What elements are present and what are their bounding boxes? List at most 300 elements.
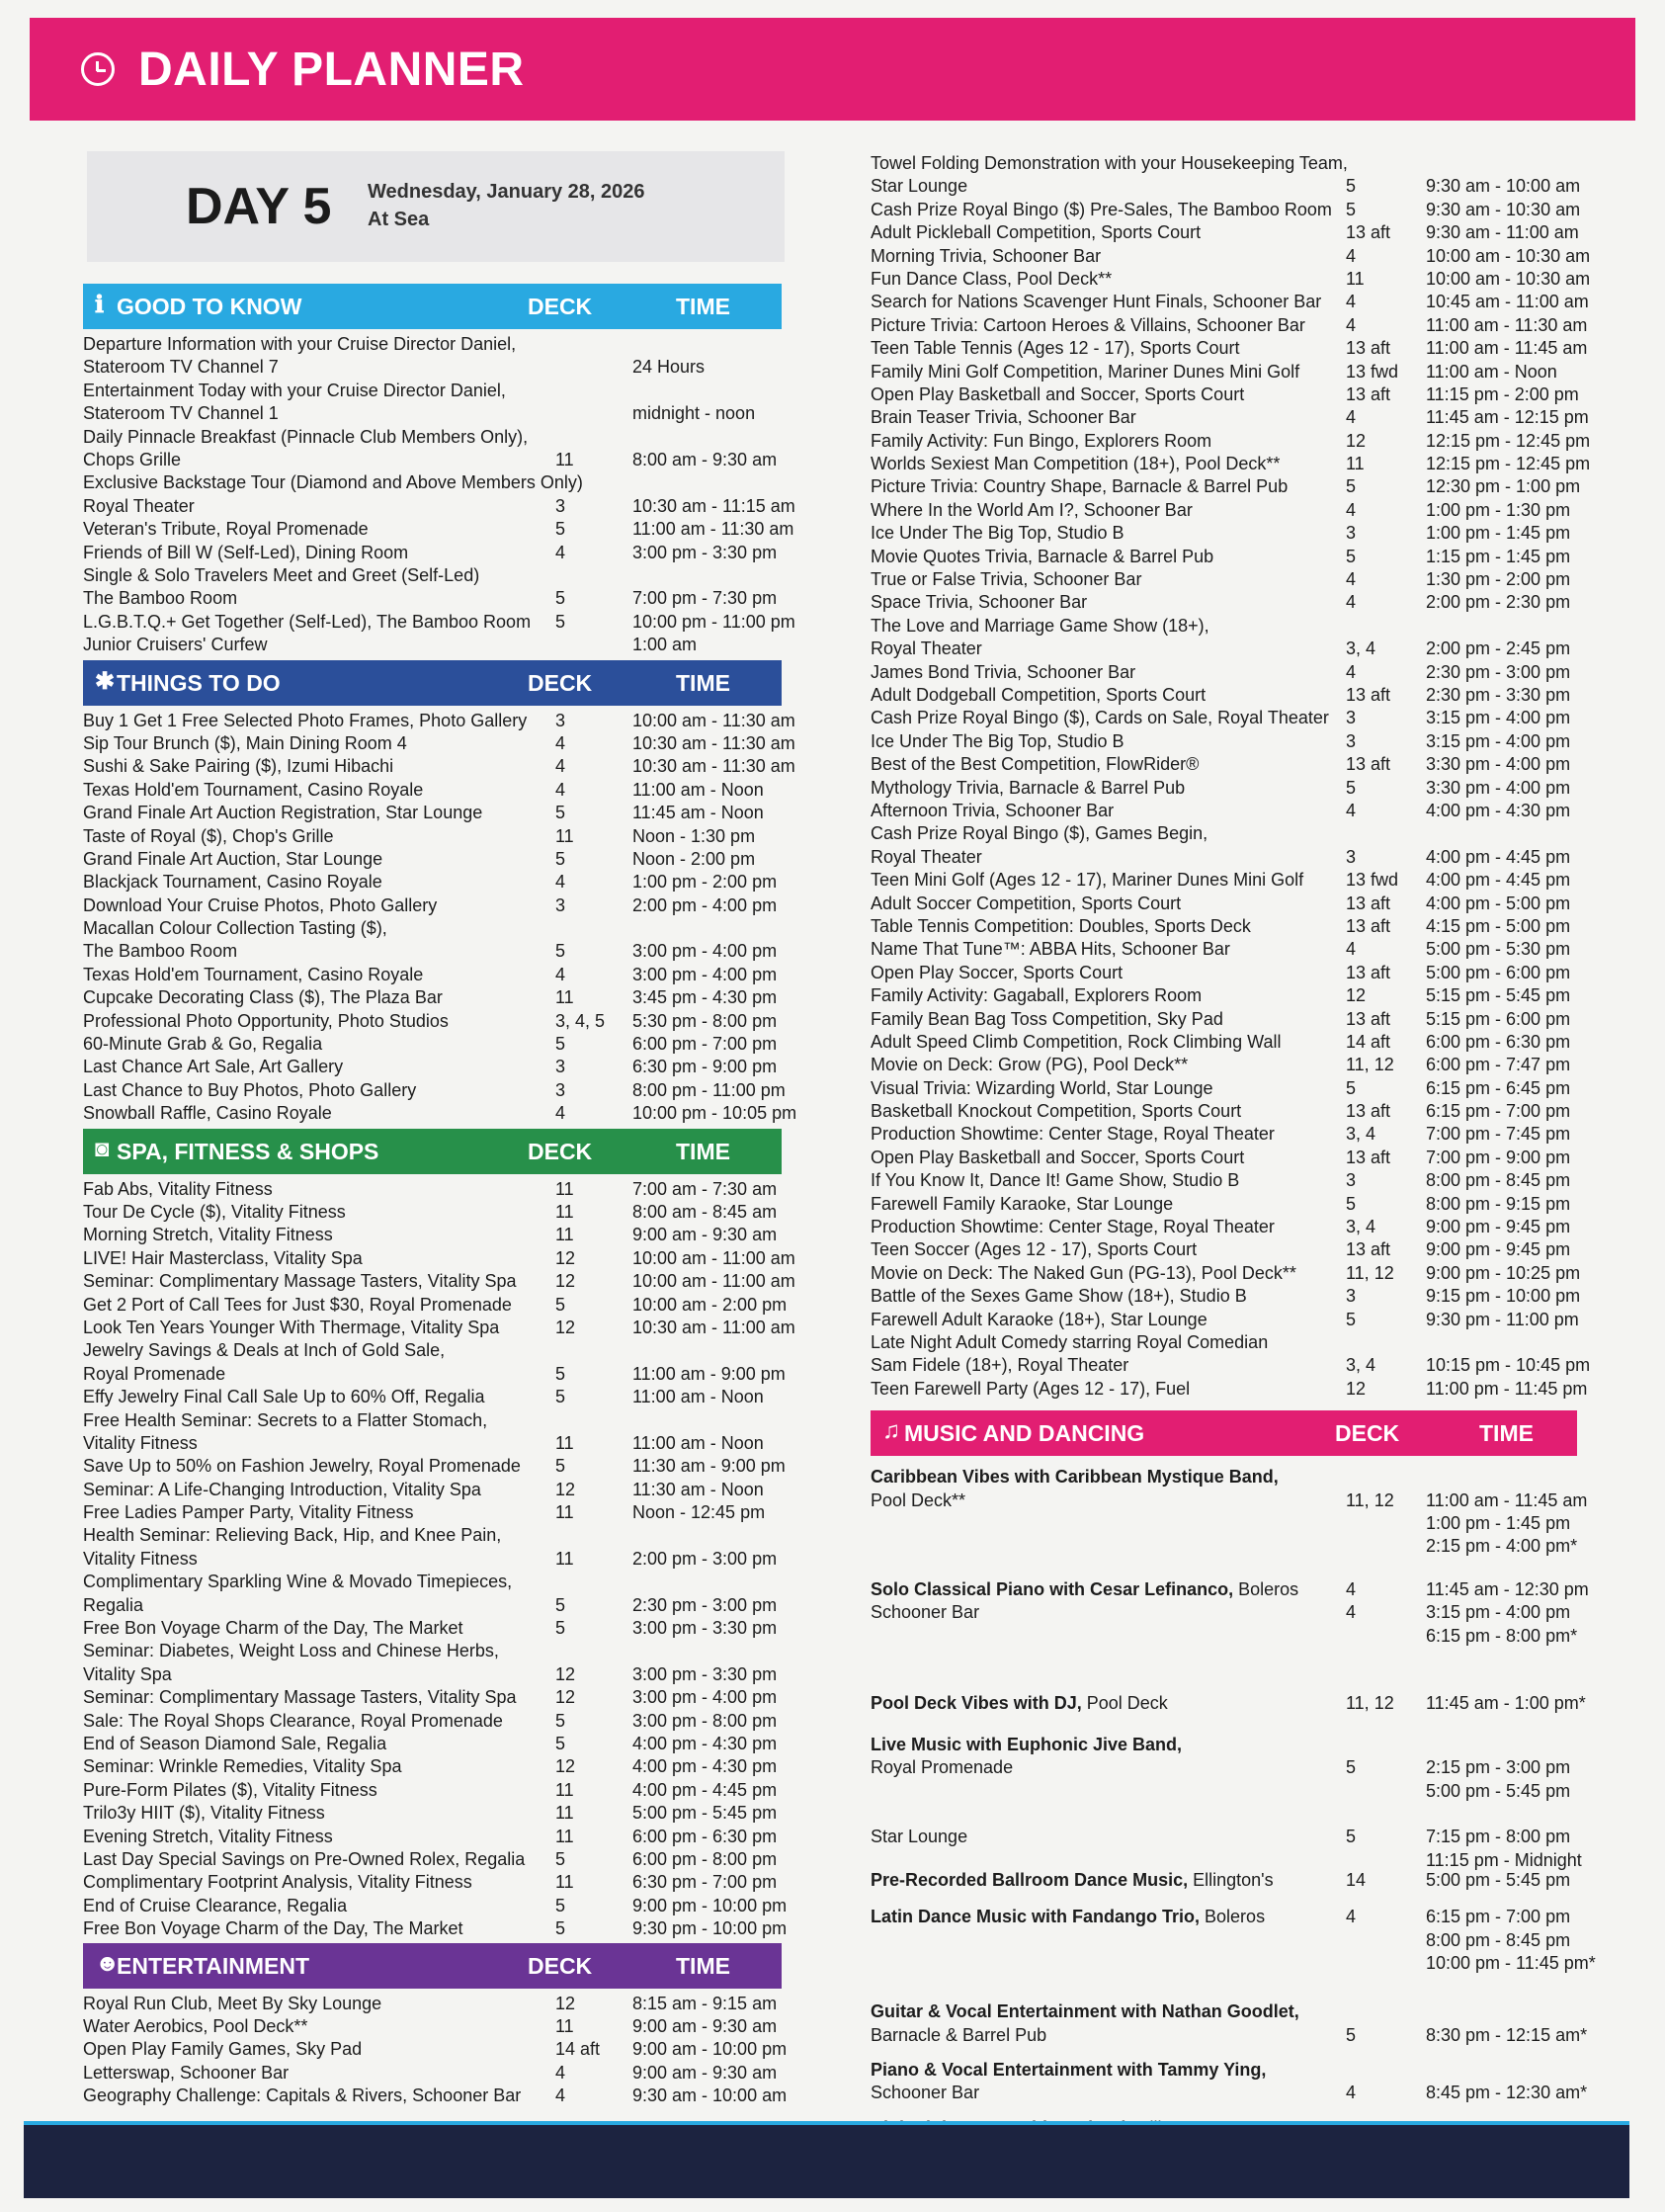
event-time: 7:00 am - 7:30 am xyxy=(632,1178,778,1199)
event-deck: 3 xyxy=(555,495,566,516)
schedule-row xyxy=(83,1010,785,1033)
section-title: MUSIC AND DANCING xyxy=(904,1420,1145,1447)
event-name: Ice Under The Big Top, Studio B xyxy=(871,730,1124,751)
event-deck: 4 xyxy=(1346,245,1357,266)
event-deck: 11 xyxy=(555,825,574,846)
schedule-row xyxy=(871,1147,1582,1169)
header-bar xyxy=(30,18,1635,121)
event-deck: 12 xyxy=(1346,430,1367,451)
schedule-row xyxy=(83,1917,788,1940)
section-header-music xyxy=(871,1410,1577,1456)
event-name: Complimentary Sparkling Wine & Movado Timepieces, xyxy=(83,1572,513,1592)
music-entry xyxy=(871,1906,1596,1975)
schedule-row xyxy=(83,1710,785,1733)
schedule-row xyxy=(83,1224,785,1246)
event-deck: 3 xyxy=(1346,730,1357,751)
event-name: Free Health Seminar: Secrets to a Flatter Stomach, xyxy=(83,1409,488,1430)
event-deck: 11 xyxy=(555,1432,574,1453)
schedule-row xyxy=(83,1479,785,1501)
time-column-header: TIME xyxy=(676,1952,730,1979)
schedule-row xyxy=(871,453,1591,475)
schedule-row xyxy=(871,753,1582,776)
schedule-row xyxy=(83,732,795,755)
event-time: 10:00 am - 11:00 am xyxy=(632,1247,795,1268)
event-name: Adult Soccer Competition, Sports Court xyxy=(871,893,1182,913)
event-deck: 13 fwd xyxy=(1346,361,1399,382)
event-deck: 5 xyxy=(555,1618,566,1639)
schedule-row xyxy=(871,938,1582,961)
event-time: 9:30 pm - 10:00 pm xyxy=(632,1918,788,1939)
schedule-row xyxy=(871,475,1582,498)
event-name: Seminar: A Life-Changing Introduction, Vitality Spa xyxy=(83,1479,481,1499)
time-column-header: TIME xyxy=(676,669,730,696)
schedule-row xyxy=(871,430,1591,453)
schedule-row xyxy=(83,1270,795,1293)
music-performer: Latin Dance Music with Fandango Trio, xyxy=(871,1907,1201,1927)
spa-icon: ◙ xyxy=(95,1135,110,1162)
event-name: Sale: The Royal Shops Clearance, Royal Promenade xyxy=(83,1710,503,1731)
event-deck: 12 xyxy=(1346,985,1367,1006)
event-location: Stateroom TV Channel 7 xyxy=(83,357,279,378)
event-name: Fab Abs, Vitality Fitness xyxy=(83,1178,273,1199)
event-name: Space Trivia, Schooner Bar xyxy=(871,592,1088,613)
event-name: Movie Quotes Trivia, Barnacle & Barrel Pub xyxy=(871,546,1214,566)
schedule-row xyxy=(871,291,1589,313)
schedule-row xyxy=(871,730,1582,753)
event-time: 6:00 pm - 7:47 pm xyxy=(1426,1055,1571,1075)
event-name: Last Day Special Savings on Pre-Owned Rolex, Regalia xyxy=(83,1849,526,1869)
event-time: 9:30 pm - 11:00 pm xyxy=(1426,1309,1579,1329)
event-name: Health Seminar: Relieving Back, Hip, and Knee Pain, xyxy=(83,1525,502,1546)
event-name: Morning Trivia, Schooner Bar xyxy=(871,245,1102,266)
schedule-row xyxy=(83,333,785,380)
event-location: Royal Theater xyxy=(871,638,982,659)
event-deck: 4 xyxy=(1346,569,1357,590)
event-name: Production Showtime: Center Stage, Royal Theater xyxy=(871,1217,1275,1237)
event-deck: 5 xyxy=(555,611,566,632)
event-time: 11:45 am - Noon xyxy=(632,803,764,823)
mask-icon: ☻ xyxy=(95,1949,121,1977)
event-time: 1:30 pm - 2:00 pm xyxy=(1426,569,1571,590)
event-deck: 13 aft xyxy=(1346,685,1391,706)
schedule-row xyxy=(83,2084,788,2107)
event-time: 9:15 pm - 10:00 pm xyxy=(1426,1286,1581,1307)
event-name: Towel Folding Demonstration with your Housekeeping Team, xyxy=(871,153,1348,173)
event-deck: 4 xyxy=(1346,407,1357,428)
event-name: Grand Finale Art Auction, Star Lounge xyxy=(83,848,383,869)
schedule-row xyxy=(83,1848,785,1871)
deck-column-header: DECK xyxy=(528,294,593,319)
event-deck: 12 xyxy=(555,1479,576,1499)
event-time: Noon - 2:00 pm xyxy=(632,848,756,869)
event-deck: 4 xyxy=(555,2062,566,2083)
music-venue-line: Pool Deck** xyxy=(871,1489,966,1510)
event-name: Complimentary Footprint Analysis, Vitality Fitness xyxy=(83,1872,472,1893)
event-deck: 5 xyxy=(555,1594,566,1615)
event-deck: 12 xyxy=(555,1663,576,1684)
section-header-spa xyxy=(83,1129,782,1174)
schedule-row xyxy=(83,894,785,917)
event-deck: 3, 4 xyxy=(1346,1355,1376,1376)
event-deck: 4 xyxy=(1346,314,1357,335)
event-deck: 5 xyxy=(555,1918,566,1939)
event-deck: 5 xyxy=(1346,1077,1357,1098)
music-time: 5:00 pm - 5:45 pm xyxy=(1426,1780,1571,1801)
event-time: 6:15 pm - 7:00 pm xyxy=(1426,1101,1571,1122)
event-name: Picture Trivia: Cartoon Heroes & Villains, Schooner Bar xyxy=(871,314,1305,335)
event-name: Family Bean Bag Toss Competition, Sky Pad xyxy=(871,1008,1223,1029)
footer-bar xyxy=(24,2121,1629,2198)
event-time: 6:30 pm - 9:00 pm xyxy=(632,1057,778,1077)
section-rows-music xyxy=(871,1456,1596,2140)
event-deck: 4 xyxy=(555,2085,566,2106)
event-deck: 5 xyxy=(1346,777,1357,798)
schedule-row xyxy=(871,245,1591,268)
event-time: 11:00 am - 11:30 am xyxy=(1426,314,1588,335)
schedule-row xyxy=(83,710,795,732)
event-name: Teen Table Tennis (Ages 12 - 17), Sports Court xyxy=(871,338,1240,359)
event-deck: 12 xyxy=(555,1687,576,1708)
event-time: 8:00 pm - 9:15 pm xyxy=(1426,1193,1571,1214)
event-name: Seminar: Diabetes, Weight Loss and Chinese Herbs, xyxy=(83,1641,499,1661)
event-name: James Bond Trivia, Schooner Bar xyxy=(871,661,1136,682)
event-name: Name That Tune™: ABBA Hits, Schooner Bar xyxy=(871,939,1230,960)
event-time: 9:30 am - 11:00 am xyxy=(1426,222,1579,243)
schedule-row xyxy=(83,986,785,1009)
schedule-row xyxy=(83,917,785,964)
event-time: 4:00 pm - 4:30 pm xyxy=(632,1756,778,1777)
event-deck: 5 xyxy=(1346,176,1357,197)
event-time: 2:00 pm - 4:00 pm xyxy=(632,894,778,915)
section-rows-things-to-do xyxy=(83,706,797,1126)
music-performer: Solo Classical Piano with Cesar Lefinanco, xyxy=(871,1578,1234,1599)
event-deck: 12 xyxy=(1346,1378,1367,1399)
event-name: Teen Farewell Party (Ages 12 - 17), Fuel xyxy=(871,1378,1191,1399)
event-time: midnight - noon xyxy=(632,403,756,424)
schedule-row xyxy=(83,1339,785,1386)
event-deck: 5 xyxy=(1346,1193,1357,1214)
event-time: 3:00 pm - 3:30 pm xyxy=(632,1663,778,1684)
event-name: Taste of Royal ($), Chop's Grille xyxy=(83,825,334,846)
event-name: Movie on Deck: The Naked Gun (PG-13), Pool Deck** xyxy=(871,1262,1296,1283)
schedule-row xyxy=(83,1317,795,1339)
event-name: Cash Prize Royal Bingo ($), Cards on Sale, Royal Theater xyxy=(871,708,1329,728)
schedule-row xyxy=(871,1238,1582,1261)
event-time: 8:00 pm - 11:00 pm xyxy=(632,1079,786,1100)
event-deck: 5 xyxy=(555,941,566,962)
event-name: L.G.B.T.Q.+ Get Together (Self-Led), The Bamboo Room xyxy=(83,611,532,632)
deck-column-header: DECK xyxy=(528,1952,593,1979)
event-deck: 5 xyxy=(555,588,566,609)
event-time: 9:00 pm - 10:25 pm xyxy=(1426,1262,1581,1283)
event-time: 8:15 am - 9:15 am xyxy=(632,1993,778,2013)
schedule-row xyxy=(83,611,795,634)
schedule-row xyxy=(871,1331,1591,1378)
event-deck: 13 aft xyxy=(1346,754,1391,775)
music-entry xyxy=(871,1466,1588,1559)
event-deck: 13 aft xyxy=(1346,1101,1391,1122)
event-time: 11:00 am - 11:45 am xyxy=(1426,338,1588,359)
schedule-row xyxy=(871,777,1582,800)
event-name: Cash Prize Royal Bingo ($) Pre-Sales, The Bamboo Room xyxy=(871,199,1332,219)
music-time: 7:15 pm - 8:00 pm xyxy=(1426,1827,1571,1847)
event-time: 5:00 pm - 6:00 pm xyxy=(1426,962,1571,982)
event-time: 10:00 pm - 11:00 pm xyxy=(632,611,795,632)
event-name: Macallan Colour Collection Tasting ($), xyxy=(83,918,387,939)
schedule-row xyxy=(871,1262,1582,1285)
event-name: Where In the World Am I?, Schooner Bar xyxy=(871,499,1193,520)
music-deck: 14 xyxy=(1346,1869,1367,1890)
event-location: Chops Grille xyxy=(83,449,182,469)
event-time: 11:30 am - 9:00 pm xyxy=(632,1456,786,1477)
schedule-row xyxy=(83,848,785,871)
event-deck: 3 xyxy=(555,1079,566,1100)
event-name: Save Up to 50% on Fashion Jewelry, Royal Promenade xyxy=(83,1456,521,1477)
event-name: Download Your Cruise Photos, Photo Gallery xyxy=(83,894,438,915)
event-name: Farewell Adult Karaoke (18+), Star Lounge xyxy=(871,1309,1207,1329)
event-time: 2:30 pm - 3:30 pm xyxy=(1426,685,1571,706)
schedule-row xyxy=(871,1054,1582,1076)
schedule-row xyxy=(83,1409,785,1456)
event-deck: 3 xyxy=(1346,846,1357,867)
music-time: 5:00 pm - 5:45 pm xyxy=(1426,1869,1571,1890)
event-time: 9:00 pm - 10:00 pm xyxy=(632,1895,788,1915)
music-title xyxy=(871,2059,1266,2082)
schedule-row xyxy=(83,1056,785,1078)
schedule-row xyxy=(871,1008,1582,1031)
schedule-row xyxy=(83,1571,785,1617)
music-venue-line: Barnacle & Barrel Pub xyxy=(871,2024,1047,2045)
event-time: Noon - 12:45 pm xyxy=(632,1502,766,1523)
event-time: 9:00 am - 9:30 am xyxy=(632,2015,778,2036)
event-deck: 11 xyxy=(555,1225,574,1245)
music-venue: Boleros xyxy=(1233,1578,1299,1599)
event-time: 11:00 am - 9:00 pm xyxy=(632,1363,786,1384)
music-time: 11:15 pm - Midnight xyxy=(1426,1849,1582,1870)
music-performer: Guitar & Vocal Entertainment with Nathan Goodlet, xyxy=(871,2001,1299,2022)
schedule-row xyxy=(83,1247,795,1270)
event-time: 4:15 pm - 5:00 pm xyxy=(1426,915,1571,936)
event-time: 10:30 am - 11:30 am xyxy=(632,756,795,777)
music-time: 11:45 am - 12:30 pm xyxy=(1426,1578,1589,1599)
event-deck: 5 xyxy=(555,1294,566,1315)
event-time: 5:00 pm - 5:30 pm xyxy=(1426,939,1571,960)
music-deck: 11, 12 xyxy=(1346,1489,1394,1510)
event-name: Picture Trivia: Country Shape, Barnacle & Barrel Pub xyxy=(871,476,1289,497)
schedule-row xyxy=(83,1079,785,1102)
schedule-row xyxy=(871,591,1582,614)
event-name: Entertainment Today with your Cruise Director Daniel, xyxy=(83,380,506,400)
event-name: Cupcake Decorating Class ($), The Plaza Bar xyxy=(83,987,443,1008)
schedule-row xyxy=(871,800,1582,822)
event-name: Free Ladies Pamper Party, Vitality Fitness xyxy=(83,1502,414,1523)
event-time: 3:00 pm - 4:00 pm xyxy=(632,1687,778,1708)
schedule-row xyxy=(83,1201,785,1224)
schedule-row xyxy=(83,802,785,824)
event-deck: 5 xyxy=(555,1456,566,1477)
schedule-row xyxy=(871,1193,1582,1216)
schedule-row xyxy=(871,199,1582,221)
event-name: Family Activity: Gagaball, Explorers Room xyxy=(871,985,1203,1006)
event-name: True or False Trivia, Schooner Bar xyxy=(871,569,1142,590)
event-deck: 3 xyxy=(555,1057,566,1077)
event-deck: 5 xyxy=(555,1849,566,1869)
event-time: 11:00 pm - 11:45 pm xyxy=(1426,1378,1588,1399)
event-deck: 11, 12 xyxy=(1346,1262,1394,1283)
event-time: 9:00 pm - 9:45 pm xyxy=(1426,1239,1571,1260)
music-time: 1:00 pm - 1:45 pm xyxy=(1426,1512,1571,1533)
music-entry xyxy=(871,2059,1588,2105)
event-name: Buy 1 Get 1 Free Selected Photo Frames, Photo Gallery xyxy=(83,710,528,730)
schedule-row xyxy=(871,314,1588,337)
event-deck: 3, 4, 5 xyxy=(555,1010,606,1031)
event-time: 4:00 pm - 4:45 pm xyxy=(1426,846,1571,867)
event-name: Look Ten Years Younger With Thermage, Vitality Spa xyxy=(83,1317,500,1337)
event-location: Vitality Spa xyxy=(83,1663,172,1684)
schedule-row xyxy=(83,634,785,656)
event-time: 11:45 am - 12:15 pm xyxy=(1426,407,1589,428)
schedule-row xyxy=(83,2062,785,2084)
event-name: Seminar: Complimentary Massage Tasters, Vitality Spa xyxy=(83,1271,517,1292)
event-time: 3:30 pm - 4:00 pm xyxy=(1426,777,1571,798)
event-location: Royal Theater xyxy=(83,495,195,516)
schedule-row xyxy=(83,1524,785,1571)
event-deck: 13 aft xyxy=(1346,1147,1391,1167)
music-venue: Star Lounge xyxy=(871,1827,968,1847)
event-name: Open Play Family Games, Sky Pad xyxy=(83,2039,363,2060)
day-date: Wednesday, January 28, 2026 xyxy=(368,181,645,203)
day-location: At Sea xyxy=(368,209,430,230)
event-deck: 11, 12 xyxy=(1346,1055,1394,1075)
event-time: 1:00 pm - 1:30 pm xyxy=(1426,499,1571,520)
event-deck: 11 xyxy=(1346,268,1365,289)
event-deck: 4 xyxy=(555,732,566,753)
event-deck: 3 xyxy=(1346,1286,1357,1307)
music-title xyxy=(871,1734,1182,1756)
event-time: 4:00 pm - 4:45 pm xyxy=(632,1779,778,1800)
event-deck: 11 xyxy=(555,1779,574,1800)
event-name: Open Play Basketball and Soccer, Sports Court xyxy=(871,1147,1245,1167)
music-time: 6:15 pm - 7:00 pm xyxy=(1426,1907,1571,1927)
event-deck: 11 xyxy=(555,1548,574,1569)
event-time: 6:00 pm - 6:30 pm xyxy=(1426,1031,1571,1052)
event-deck: 5 xyxy=(555,803,566,823)
event-deck: 12 xyxy=(555,1271,576,1292)
time-column-header: TIME xyxy=(676,294,730,319)
activity-icon: ✱ xyxy=(95,667,116,695)
event-deck: 11 xyxy=(555,1502,574,1523)
schedule-row xyxy=(871,1077,1582,1100)
schedule-row xyxy=(83,1993,785,2015)
music-time: 2:15 pm - 3:00 pm xyxy=(1426,1757,1571,1778)
event-deck: 11 xyxy=(555,1201,574,1222)
event-name: Water Aerobics, Pool Deck** xyxy=(83,2015,308,2036)
event-deck: 12 xyxy=(555,1756,576,1777)
event-location: Royal Promenade xyxy=(83,1363,226,1384)
event-deck: 4 xyxy=(1346,592,1357,613)
schedule-row xyxy=(83,1294,788,1317)
event-name: Adult Dodgeball Competition, Sports Court xyxy=(871,685,1207,706)
event-time: 10:30 am - 11:30 am xyxy=(632,732,795,753)
music-time: 11:45 am - 1:00 pm* xyxy=(1426,1693,1586,1714)
section-rows-entertainment xyxy=(83,1989,788,2108)
event-deck: 13 aft xyxy=(1346,1239,1391,1260)
event-name: Best of the Best Competition, FlowRider® xyxy=(871,754,1200,775)
right-column xyxy=(871,152,1596,2169)
event-name: Seminar: Wrinkle Remedies, Vitality Spa xyxy=(83,1756,402,1777)
schedule-row xyxy=(871,1031,1582,1054)
event-name: Single & Solo Travelers Meet and Greet (Self-Led) xyxy=(83,564,480,585)
event-name: Texas Hold'em Tournament, Casino Royale xyxy=(83,779,424,800)
event-deck: 13 aft xyxy=(1346,338,1391,359)
event-name: Fun Dance Class, Pool Deck** xyxy=(871,268,1113,289)
event-location: Royal Theater xyxy=(871,846,982,867)
schedule-row xyxy=(83,1779,785,1802)
event-name: Trilo3y HIIT ($), Vitality Fitness xyxy=(83,1803,325,1824)
event-time: 5:15 pm - 6:00 pm xyxy=(1426,1008,1571,1029)
event-location: The Bamboo Room xyxy=(83,941,238,962)
event-name: Departure Information with your Cruise Director Daniel, xyxy=(83,334,517,354)
event-name: Exclusive Backstage Tour (Diamond and Above Members Only) xyxy=(83,472,583,493)
event-time: 24 Hours xyxy=(632,357,706,378)
music-venue: Pool Deck xyxy=(1081,1693,1168,1714)
event-time: 5:00 pm - 5:45 pm xyxy=(632,1803,778,1824)
event-deck: 13 aft xyxy=(1346,962,1391,982)
event-deck: 4 xyxy=(555,542,566,562)
event-deck: 4 xyxy=(555,964,566,984)
section-title: ENTERTAINMENT xyxy=(117,1952,310,1979)
music-entry xyxy=(871,2000,1588,2047)
event-time: 8:00 pm - 8:45 pm xyxy=(1426,1170,1571,1191)
event-time: 11:00 am - Noon xyxy=(632,1432,764,1453)
schedule-row xyxy=(871,1169,1582,1192)
deck-column-header: DECK xyxy=(528,1138,593,1164)
schedule-row xyxy=(871,568,1582,591)
music-title xyxy=(871,1578,1298,1601)
music-title xyxy=(871,2000,1299,2023)
event-deck: 3, 4 xyxy=(1346,638,1376,659)
event-name: Grand Finale Art Auction Registration, Star Lounge xyxy=(83,803,483,823)
schedule-row xyxy=(83,380,785,426)
event-deck: 5 xyxy=(1346,476,1357,497)
schedule-row xyxy=(83,779,785,802)
event-name: Friends of Bill W (Self-Led), Dining Room xyxy=(83,542,409,562)
event-time: 10:45 am - 11:00 am xyxy=(1426,292,1589,312)
event-location: Vitality Fitness xyxy=(83,1432,198,1453)
section-rows-entertainment-cont xyxy=(871,152,1591,1401)
schedule-row xyxy=(871,1309,1582,1331)
event-deck: 5 xyxy=(555,1387,566,1407)
event-deck: 3 xyxy=(555,710,566,730)
schedule-row xyxy=(83,1501,785,1524)
music-title xyxy=(871,1826,967,1848)
event-time: 3:30 pm - 4:00 pm xyxy=(1426,754,1571,775)
event-name: Production Showtime: Center Stage, Royal Theater xyxy=(871,1124,1275,1145)
music-note-icon: ♫ xyxy=(882,1417,900,1445)
event-deck: 4 xyxy=(1346,292,1357,312)
event-deck: 4 xyxy=(1346,800,1357,820)
event-time: 8:00 am - 9:30 am xyxy=(632,449,778,469)
event-deck: 4 xyxy=(555,779,566,800)
event-time: 7:00 pm - 9:00 pm xyxy=(1426,1147,1571,1167)
schedule-row xyxy=(83,1826,785,1848)
event-time: 7:00 pm - 7:30 pm xyxy=(632,588,778,609)
schedule-row xyxy=(83,542,785,564)
event-deck: 11 xyxy=(555,1826,574,1846)
event-time: 2:30 pm - 3:00 pm xyxy=(632,1594,778,1615)
schedule-row xyxy=(83,1871,785,1894)
event-time: 2:00 pm - 2:45 pm xyxy=(1426,638,1571,659)
